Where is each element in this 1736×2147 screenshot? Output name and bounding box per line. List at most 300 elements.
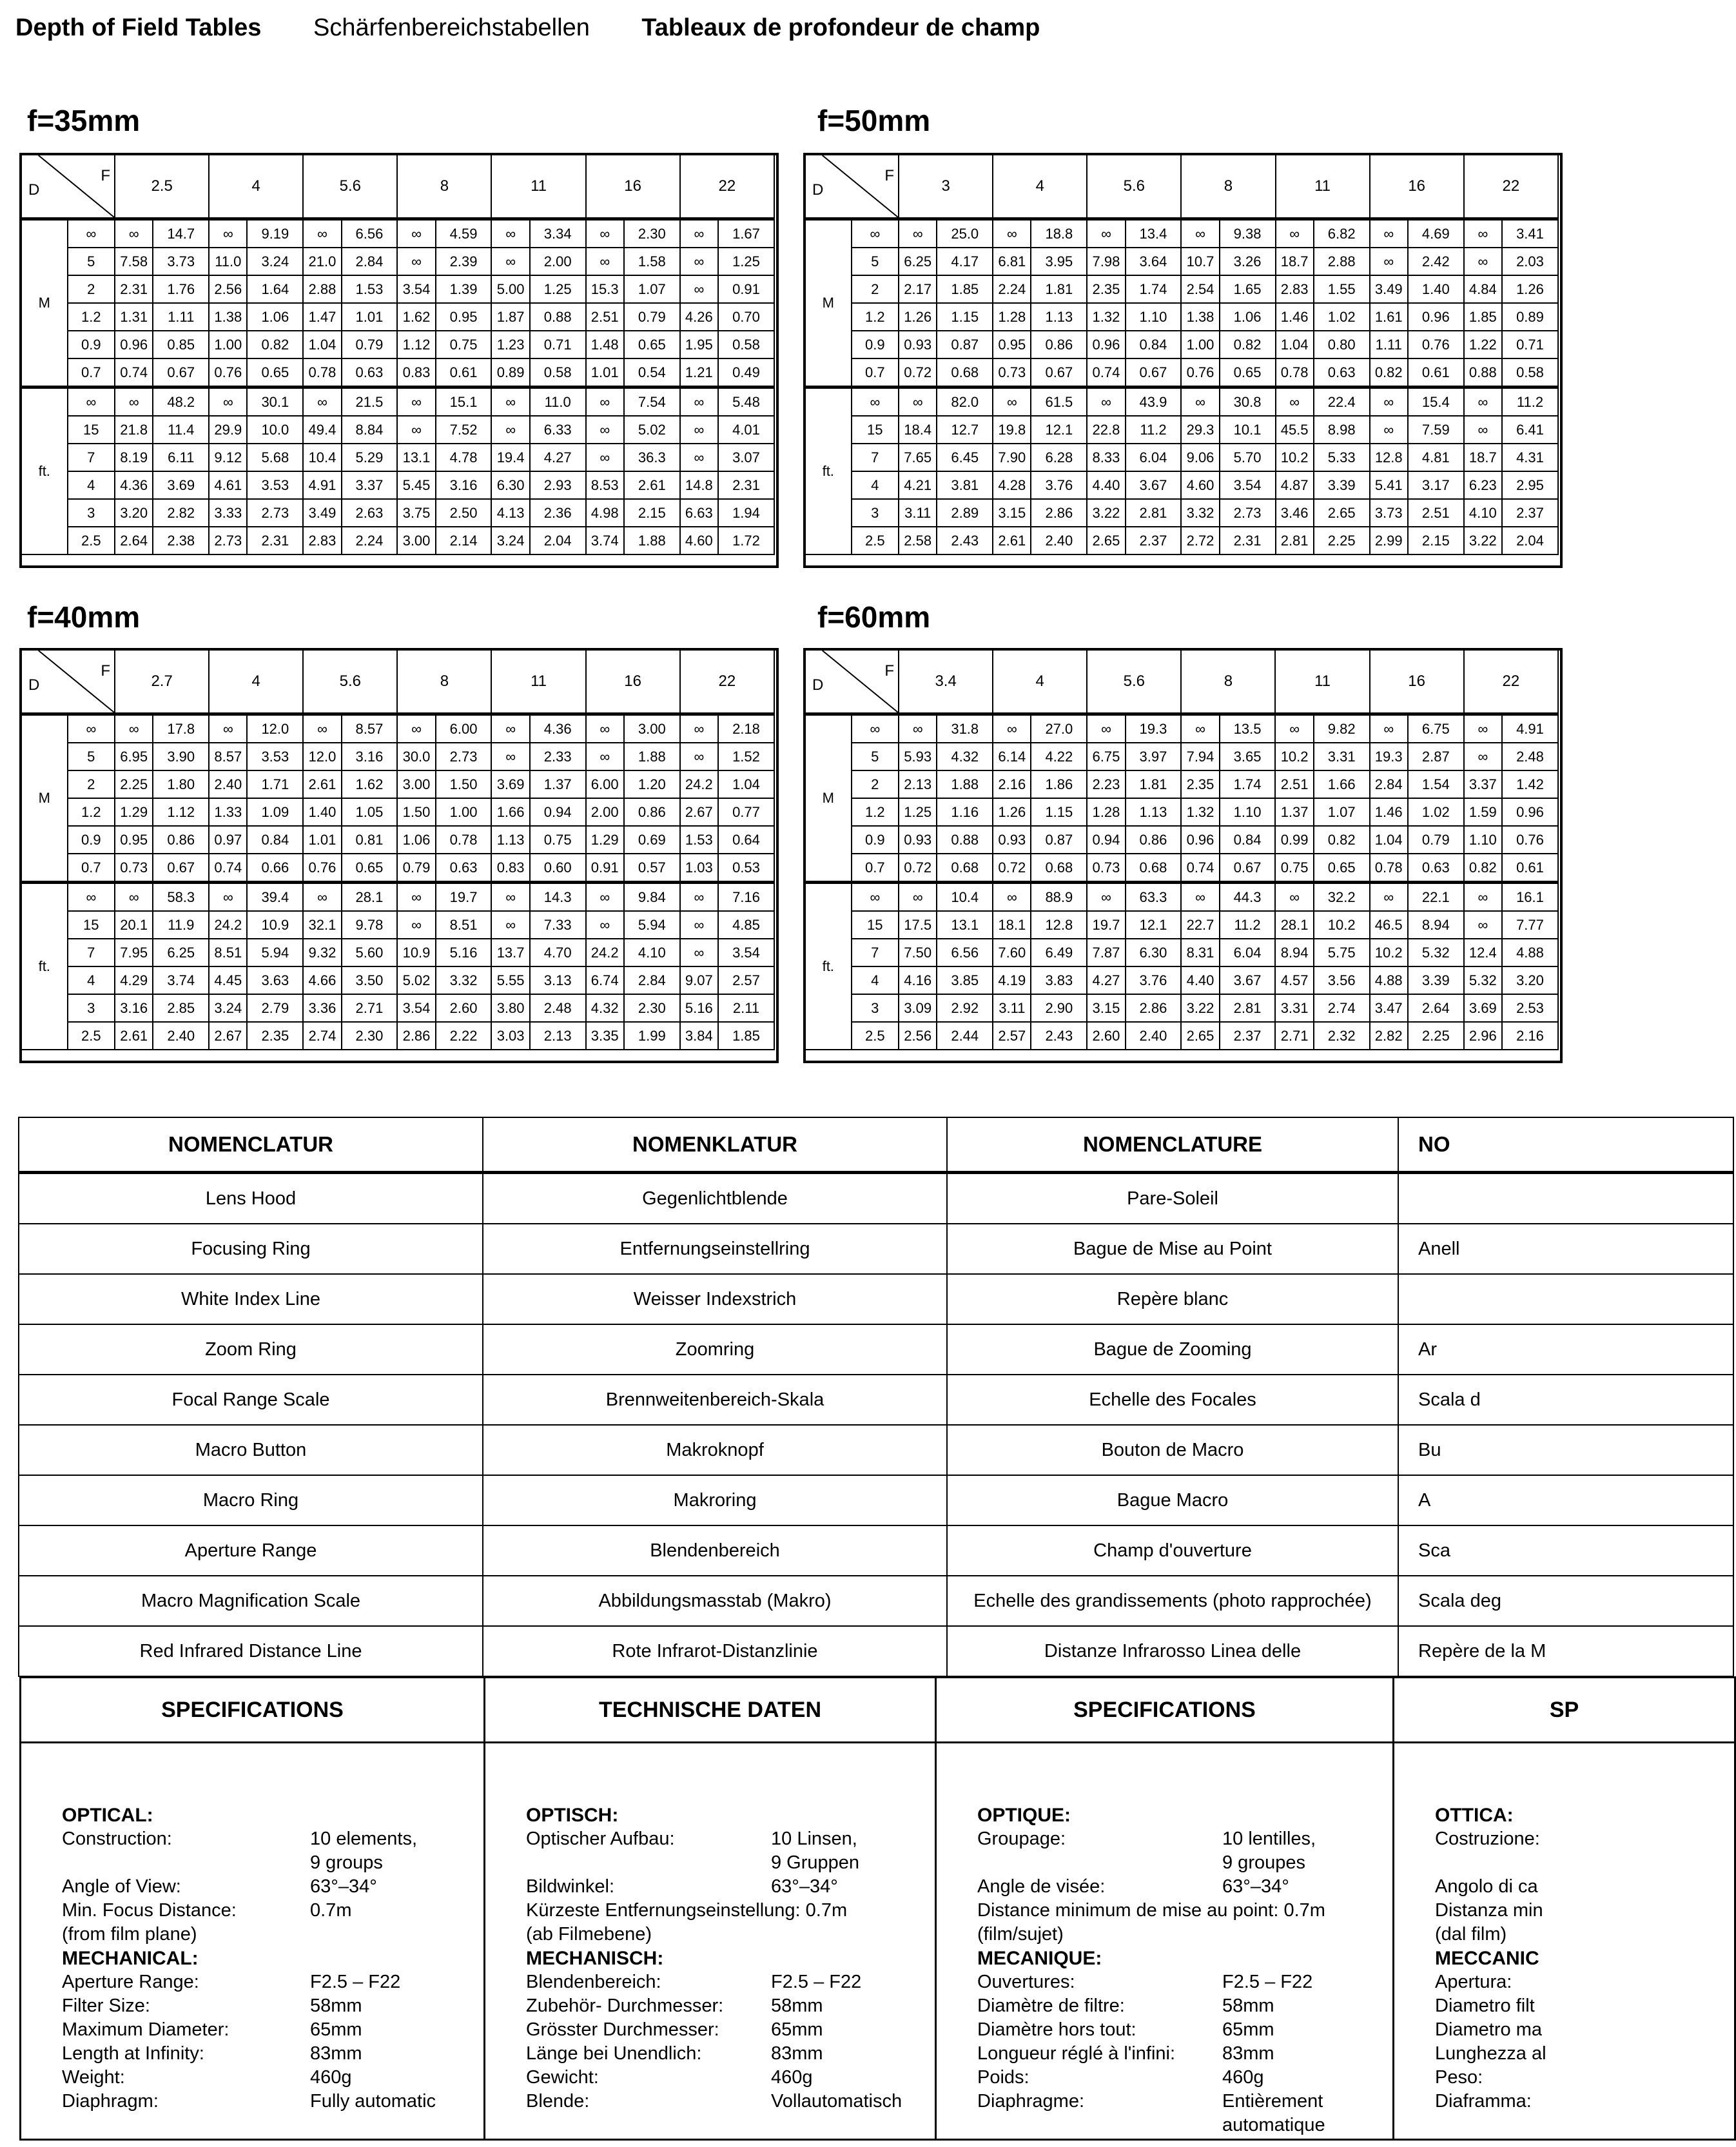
near-limit-cell: 2.32	[1314, 1022, 1370, 1050]
spec-section-heading: MECCANIC	[1435, 1948, 1539, 1969]
near-limit-cell: 8.51	[436, 911, 492, 939]
near-limit-cell: 0.82	[247, 331, 303, 358]
aperture-header: 16	[586, 650, 680, 714]
near-limit-cell: 2.48	[1502, 743, 1558, 770]
far-limit-cell: ∞	[680, 939, 718, 966]
dof-table	[21, 154, 775, 555]
spec-row	[526, 1827, 934, 1851]
near-limit-cell: 2.53	[1502, 994, 1558, 1022]
aperture-header: 16	[586, 155, 680, 219]
far-limit-cell: 1.21	[680, 358, 718, 387]
near-limit-cell: 2.11	[718, 994, 774, 1022]
table-row	[21, 387, 774, 417]
near-limit-cell: 2.43	[937, 527, 993, 554]
nomenclature-cell: A	[1398, 1475, 1733, 1525]
near-limit-cell: 2.51	[1408, 499, 1464, 527]
far-limit-cell: 9.12	[209, 444, 247, 471]
near-limit-cell: 0.58	[1502, 358, 1558, 387]
near-limit-cell: 30.1	[247, 387, 303, 417]
spec-line: Diametro filt	[1435, 1995, 1535, 2016]
far-limit-cell: 5.41	[1370, 471, 1408, 499]
near-limit-cell: 3.69	[153, 471, 209, 499]
near-limit-cell: 2.30	[342, 1022, 398, 1050]
far-limit-cell: ∞	[115, 387, 153, 417]
spec-section-heading: MECANIQUE:	[977, 1948, 1102, 1969]
far-limit-cell: ∞	[1181, 714, 1219, 743]
far-limit-cell: 7.60	[993, 939, 1031, 966]
spec-value: 9 groups	[310, 1852, 383, 1873]
near-limit-cell: 1.81	[1126, 770, 1182, 798]
far-limit-cell: 2.74	[303, 1022, 341, 1050]
spec-value: 9 groupes	[1222, 1852, 1305, 1873]
specifications-table	[19, 1676, 1736, 2141]
focus-distance: ∞	[852, 714, 899, 743]
far-limit-cell: 0.74	[209, 854, 247, 883]
near-limit-cell: 0.67	[1031, 358, 1087, 387]
far-limit-cell: 1.01	[586, 358, 624, 387]
focus-distance: 0.9	[68, 826, 115, 854]
far-limit-cell: 4.84	[1464, 275, 1502, 303]
far-limit-cell: 6.75	[1087, 743, 1125, 770]
far-limit-cell: ∞	[586, 416, 624, 444]
nomenclature-row	[19, 1626, 1733, 1676]
table-row	[805, 994, 1558, 1022]
distance-axis-label: D	[812, 181, 824, 199]
focus-distance: 2.5	[68, 527, 115, 554]
near-limit-cell: 2.37	[1126, 527, 1182, 554]
spec-value: 460g	[771, 2067, 813, 2088]
near-limit-cell: 8.94	[1408, 911, 1464, 939]
near-limit-cell: 5.02	[624, 416, 680, 444]
near-limit-cell: 10.2	[1314, 911, 1370, 939]
spec-row	[977, 1875, 1392, 1899]
nomenclature-header: NOMENKLATUR	[483, 1117, 947, 1173]
near-limit-cell: 1.42	[1502, 770, 1558, 798]
spec-row	[977, 2018, 1392, 2042]
far-limit-cell: ∞	[680, 387, 718, 417]
distance-axis-label: D	[28, 181, 40, 199]
far-limit-cell: 1.06	[397, 826, 435, 854]
specifications-header: TECHNISCHE DATEN	[485, 1678, 936, 1743]
near-limit-cell: 2.93	[530, 471, 586, 499]
nomenclature-cell: Aperture Range	[19, 1525, 483, 1576]
table-row	[21, 770, 774, 798]
table-row	[805, 219, 1558, 248]
near-limit-cell: 0.81	[342, 826, 398, 854]
far-limit-cell: ∞	[397, 219, 435, 248]
near-limit-cell: 0.65	[1314, 854, 1370, 883]
far-limit-cell: 0.95	[115, 826, 153, 854]
specifications-header-row	[21, 1678, 1735, 1743]
nomenclature-row	[19, 1173, 1733, 1224]
near-limit-cell: 21.5	[342, 387, 398, 417]
near-limit-cell: 7.59	[1408, 416, 1464, 444]
spec-list	[937, 1744, 1392, 2137]
far-limit-cell: 1.28	[993, 303, 1031, 331]
near-limit-cell: 0.67	[1126, 358, 1182, 387]
spec-label: Angle of View:	[62, 1876, 181, 1897]
near-limit-cell: 0.61	[436, 358, 492, 387]
spec-line: Diametro ma	[1435, 2019, 1542, 2040]
table-row	[805, 499, 1558, 527]
near-limit-cell: 2.95	[1502, 471, 1558, 499]
near-limit-cell: 5.94	[624, 911, 680, 939]
far-limit-cell: 0.97	[209, 826, 247, 854]
near-limit-cell: 7.16	[718, 883, 774, 912]
near-limit-cell: 18.8	[1031, 219, 1087, 248]
near-limit-cell: 2.61	[624, 471, 680, 499]
aperture-header: 3	[899, 155, 993, 219]
far-limit-cell: 5.45	[397, 471, 435, 499]
aperture-axis-label: F	[884, 662, 895, 680]
aperture-axis-label: F	[101, 662, 111, 680]
spec-row	[62, 2090, 483, 2113]
near-limit-cell: 3.76	[1126, 966, 1182, 994]
near-limit-cell: 9.38	[1220, 219, 1276, 248]
spec-label: Weight:	[62, 2067, 125, 2088]
aperture-header: 11	[491, 650, 585, 714]
far-limit-cell: 0.73	[115, 854, 153, 883]
specifications-clip	[19, 1676, 1579, 2146]
near-limit-cell: 6.33	[530, 416, 586, 444]
far-limit-cell: 1.62	[397, 303, 435, 331]
aperture-header-row	[21, 155, 774, 219]
near-limit-cell: 4.22	[1031, 743, 1087, 770]
near-limit-cell: 2.03	[1502, 248, 1558, 275]
spec-value: F2.5 – F22	[1222, 1972, 1313, 1992]
spec-line: Distance minimum de mise au point: 0.7m	[977, 1900, 1325, 1921]
spec-row	[977, 1994, 1392, 2018]
spec-label: Bildwinkel:	[526, 1876, 614, 1897]
table-row	[805, 471, 1558, 499]
far-limit-cell: 2.58	[899, 527, 937, 554]
nomenclature-row	[19, 1224, 1733, 1274]
far-limit-cell: 1.29	[586, 826, 624, 854]
spec-value: Entièrement	[1222, 2091, 1323, 2112]
near-limit-cell: 1.72	[718, 527, 774, 554]
near-limit-cell: 4.85	[718, 911, 774, 939]
far-limit-cell: 1.46	[1370, 798, 1408, 826]
near-limit-cell: 1.09	[247, 798, 303, 826]
spec-row	[62, 1851, 483, 1875]
focus-distance: 15	[68, 416, 115, 444]
near-limit-cell: 82.0	[937, 387, 993, 417]
near-limit-cell: 1.80	[153, 770, 209, 798]
near-limit-cell: 0.96	[1502, 798, 1558, 826]
near-limit-cell: 4.31	[1502, 444, 1558, 471]
spec-line: (film/sujet)	[977, 1924, 1064, 1945]
far-limit-cell: 3.15	[1087, 994, 1125, 1022]
focus-distance: ∞	[68, 387, 115, 417]
spec-label: Maximum Diameter:	[62, 2019, 229, 2040]
aperture-header: 8	[1181, 650, 1275, 714]
far-limit-cell: 45.5	[1276, 416, 1314, 444]
far-limit-cell: 2.23	[1087, 770, 1125, 798]
table-row	[805, 714, 1558, 743]
near-limit-cell: 0.68	[937, 358, 993, 387]
near-limit-cell: 0.75	[436, 331, 492, 358]
near-limit-cell: 3.56	[1314, 966, 1370, 994]
table-row	[21, 1022, 774, 1050]
spec-row	[977, 1851, 1392, 1875]
far-limit-cell: 3.36	[303, 994, 341, 1022]
far-limit-cell: ∞	[1275, 714, 1313, 743]
table-row	[21, 966, 774, 994]
spec-list	[22, 1744, 483, 2113]
near-limit-cell: 2.92	[937, 994, 993, 1022]
title-english: Depth of Field Tables	[15, 14, 262, 41]
aperture-header: 4	[993, 155, 1087, 219]
far-limit-cell: 2.73	[209, 527, 247, 554]
far-limit-cell: 6.95	[115, 743, 153, 770]
near-limit-cell: 0.91	[718, 275, 774, 303]
far-limit-cell: 3.09	[899, 994, 937, 1022]
far-limit-cell: 24.2	[680, 770, 718, 798]
far-limit-cell: 1.50	[397, 798, 435, 826]
near-limit-cell: 1.65	[1220, 275, 1276, 303]
spec-row	[977, 1827, 1392, 1851]
spec-value: 10 lentilles,	[1222, 1828, 1316, 1849]
far-limit-cell: 3.24	[209, 994, 247, 1022]
aperture-header: 2.5	[115, 155, 209, 219]
spec-label	[62, 1851, 310, 1875]
near-limit-cell: 6.56	[937, 939, 993, 966]
near-limit-cell: 1.25	[530, 275, 586, 303]
aperture-header: 8	[1181, 155, 1275, 219]
near-limit-cell: 1.10	[1220, 798, 1276, 826]
near-limit-cell: 6.25	[153, 939, 209, 966]
far-limit-cell: 19.3	[1370, 743, 1408, 770]
far-limit-cell: 10.9	[397, 939, 435, 966]
near-limit-cell: 7.54	[624, 387, 680, 417]
near-limit-cell: 9.82	[1314, 714, 1370, 743]
spec-label: Ouvertures:	[977, 1972, 1075, 1992]
far-limit-cell: 9.32	[303, 939, 341, 966]
nomenclature-cell: Repère blanc	[947, 1274, 1398, 1324]
near-limit-cell: 11.2	[1220, 911, 1276, 939]
near-limit-cell: 0.67	[153, 854, 209, 883]
spec-line: Kürzeste Entfernungseinstellung: 0.7m	[526, 1900, 848, 1921]
near-limit-cell: 2.82	[153, 499, 209, 527]
unit-label: ft.	[21, 387, 68, 555]
far-limit-cell: 1.40	[303, 798, 341, 826]
focus-distance: 2.5	[68, 1022, 115, 1050]
near-limit-cell: 3.16	[436, 471, 492, 499]
nomenclature-row	[19, 1525, 1733, 1576]
far-limit-cell: ∞	[1464, 387, 1502, 417]
near-limit-cell: 2.48	[530, 994, 586, 1022]
far-limit-cell: ∞	[115, 714, 153, 743]
nomenclature-cell: Blendenbereich	[483, 1525, 947, 1576]
far-limit-cell: 5.93	[899, 743, 937, 770]
near-limit-cell: 13.4	[1126, 219, 1182, 248]
far-limit-cell: ∞	[586, 219, 624, 248]
spec-label: Min. Focus Distance:	[62, 1900, 237, 1921]
far-limit-cell: 0.72	[993, 854, 1031, 883]
nomenclature-cell: Zoom Ring	[19, 1324, 483, 1375]
far-limit-cell: ∞	[491, 743, 529, 770]
nomenclature-cell: Bouton de Macro	[947, 1425, 1398, 1475]
near-limit-cell: 8.98	[1314, 416, 1370, 444]
aperture-header-row	[805, 155, 1558, 219]
focus-distance: 0.7	[852, 854, 899, 883]
nomenclature-header-row	[19, 1117, 1733, 1173]
spec-row	[62, 2042, 483, 2066]
near-limit-cell: 0.68	[1031, 854, 1087, 883]
near-limit-cell: 10.9	[247, 911, 303, 939]
near-limit-cell: 2.43	[1031, 1022, 1087, 1050]
far-limit-cell: 6.30	[491, 471, 529, 499]
far-limit-cell: ∞	[1464, 911, 1502, 939]
focus-distance: 0.7	[68, 854, 115, 883]
near-limit-cell: 11.2	[1126, 416, 1182, 444]
far-limit-cell: 1.25	[899, 798, 937, 826]
far-limit-cell: ∞	[586, 743, 624, 770]
near-limit-cell: 3.76	[1031, 471, 1087, 499]
table-row	[805, 770, 1558, 798]
near-limit-cell: 1.12	[153, 798, 209, 826]
near-limit-cell: 1.67	[718, 219, 774, 248]
far-limit-cell: ∞	[209, 219, 247, 248]
near-limit-cell: 11.9	[153, 911, 209, 939]
near-limit-cell: 14.3	[530, 883, 586, 912]
near-limit-cell: 1.25	[718, 248, 774, 275]
near-limit-cell: 1.07	[624, 275, 680, 303]
far-limit-cell: 2.25	[115, 770, 153, 798]
near-limit-cell: 0.63	[436, 854, 492, 883]
far-limit-cell: 4.29	[115, 966, 153, 994]
near-limit-cell: 36.3	[624, 444, 680, 471]
near-limit-cell: 2.73	[247, 499, 303, 527]
table-row	[805, 416, 1558, 444]
near-limit-cell: 0.71	[1502, 331, 1558, 358]
far-limit-cell: 1.87	[491, 303, 529, 331]
nomenclature-cell: Repère de la M	[1398, 1626, 1733, 1676]
near-limit-cell: 1.66	[1314, 770, 1370, 798]
near-limit-cell: 5.29	[342, 444, 398, 471]
aperture-axis-label: F	[101, 167, 111, 184]
aperture-header: 8	[397, 650, 491, 714]
near-limit-cell: 3.07	[718, 444, 774, 471]
near-limit-cell: 1.16	[937, 798, 993, 826]
far-limit-cell: 28.1	[1275, 911, 1313, 939]
near-limit-cell: 0.65	[342, 854, 398, 883]
far-limit-cell: 1.04	[1370, 826, 1408, 854]
spec-row	[526, 1851, 934, 1875]
near-limit-cell: 0.89	[1502, 303, 1558, 331]
far-limit-cell: ∞	[680, 275, 718, 303]
specifications-header: SPECIFICATIONS	[21, 1678, 485, 1743]
far-limit-cell: ∞	[1370, 387, 1408, 417]
near-limit-cell: 0.78	[436, 826, 492, 854]
near-limit-cell: 1.26	[1502, 275, 1558, 303]
near-limit-cell: 4.91	[1502, 714, 1558, 743]
far-limit-cell: 2.61	[115, 1022, 153, 1050]
nomenclature-cell: Distanze Infrarosso Linea delle	[947, 1626, 1398, 1676]
spec-label: Aperture Range:	[62, 1972, 199, 1992]
near-limit-cell: 1.74	[1220, 770, 1276, 798]
near-limit-cell: 0.70	[718, 303, 774, 331]
far-limit-cell: 2.17	[899, 275, 937, 303]
far-limit-cell: ∞	[397, 387, 435, 417]
nomenclature-cell: Anell	[1398, 1224, 1733, 1274]
far-limit-cell: 3.00	[397, 770, 435, 798]
spec-row	[526, 2018, 934, 2042]
far-limit-cell: ∞	[491, 219, 529, 248]
far-limit-cell: 11.0	[209, 248, 247, 275]
focus-distance: 0.9	[852, 331, 899, 358]
table-row	[21, 798, 774, 826]
near-limit-cell: 2.85	[153, 994, 209, 1022]
far-limit-cell: ∞	[1275, 883, 1313, 912]
far-limit-cell: 2.56	[899, 1022, 937, 1050]
table-row	[21, 248, 774, 275]
focal-length-label: f=35mm	[27, 104, 141, 137]
spec-label: Diamètre hors tout:	[977, 2019, 1136, 2040]
far-limit-cell: 6.63	[680, 499, 718, 527]
near-limit-cell: 2.79	[247, 994, 303, 1022]
far-limit-cell: 2.00	[586, 798, 624, 826]
focus-distance: 1.2	[68, 303, 115, 331]
nomenclature-cell: Focusing Ring	[19, 1224, 483, 1274]
table-row	[21, 358, 774, 387]
aperture-header: 5.6	[1087, 155, 1181, 219]
near-limit-cell: 0.57	[624, 854, 680, 883]
spec-label: Poids:	[977, 2067, 1029, 2088]
far-limit-cell: 3.24	[491, 527, 529, 554]
near-limit-cell: 0.63	[1408, 854, 1464, 883]
near-limit-cell: 2.25	[1408, 1022, 1464, 1050]
far-limit-cell: 0.78	[1276, 358, 1314, 387]
near-limit-cell: 4.59	[436, 219, 492, 248]
near-limit-cell: 0.87	[937, 331, 993, 358]
specifications-header: SPECIFICATIONS	[936, 1678, 1394, 1743]
far-limit-cell: 0.99	[1275, 826, 1313, 854]
far-limit-cell: 0.96	[1087, 331, 1125, 358]
near-limit-cell: 1.50	[436, 770, 492, 798]
unit-label: ft.	[21, 883, 68, 1050]
spec-value: 65mm	[1222, 2019, 1274, 2040]
focus-distance: 7	[68, 444, 115, 471]
far-limit-cell: 1.11	[1370, 331, 1408, 358]
near-limit-cell: 13.1	[937, 911, 993, 939]
far-limit-cell: 3.16	[115, 994, 153, 1022]
near-limit-cell: 1.94	[718, 499, 774, 527]
focal-length-label: f=50mm	[817, 104, 931, 137]
near-limit-cell: 7.77	[1502, 911, 1558, 939]
near-limit-cell: 4.88	[1502, 939, 1558, 966]
far-limit-cell: 12.4	[1464, 939, 1502, 966]
near-limit-cell: 2.86	[1031, 499, 1087, 527]
near-limit-cell: 3.20	[1502, 966, 1558, 994]
far-limit-cell: 0.93	[899, 826, 937, 854]
near-limit-cell: 6.56	[342, 219, 398, 248]
near-limit-cell: 0.65	[247, 358, 303, 387]
near-limit-cell: 1.88	[624, 743, 680, 770]
aperture-header: 16	[1370, 155, 1464, 219]
far-limit-cell: 2.61	[303, 770, 341, 798]
focus-distance: 0.7	[68, 358, 115, 387]
spec-row	[62, 1923, 483, 1946]
far-limit-cell: ∞	[680, 743, 718, 770]
spec-row	[977, 2042, 1392, 2066]
near-limit-cell: 12.1	[1126, 911, 1182, 939]
dof-table-clip	[803, 153, 1557, 572]
focus-distance: ∞	[852, 883, 899, 912]
far-limit-cell: ∞	[491, 911, 529, 939]
far-limit-cell: 1.31	[115, 303, 153, 331]
dof-table	[21, 649, 775, 1050]
